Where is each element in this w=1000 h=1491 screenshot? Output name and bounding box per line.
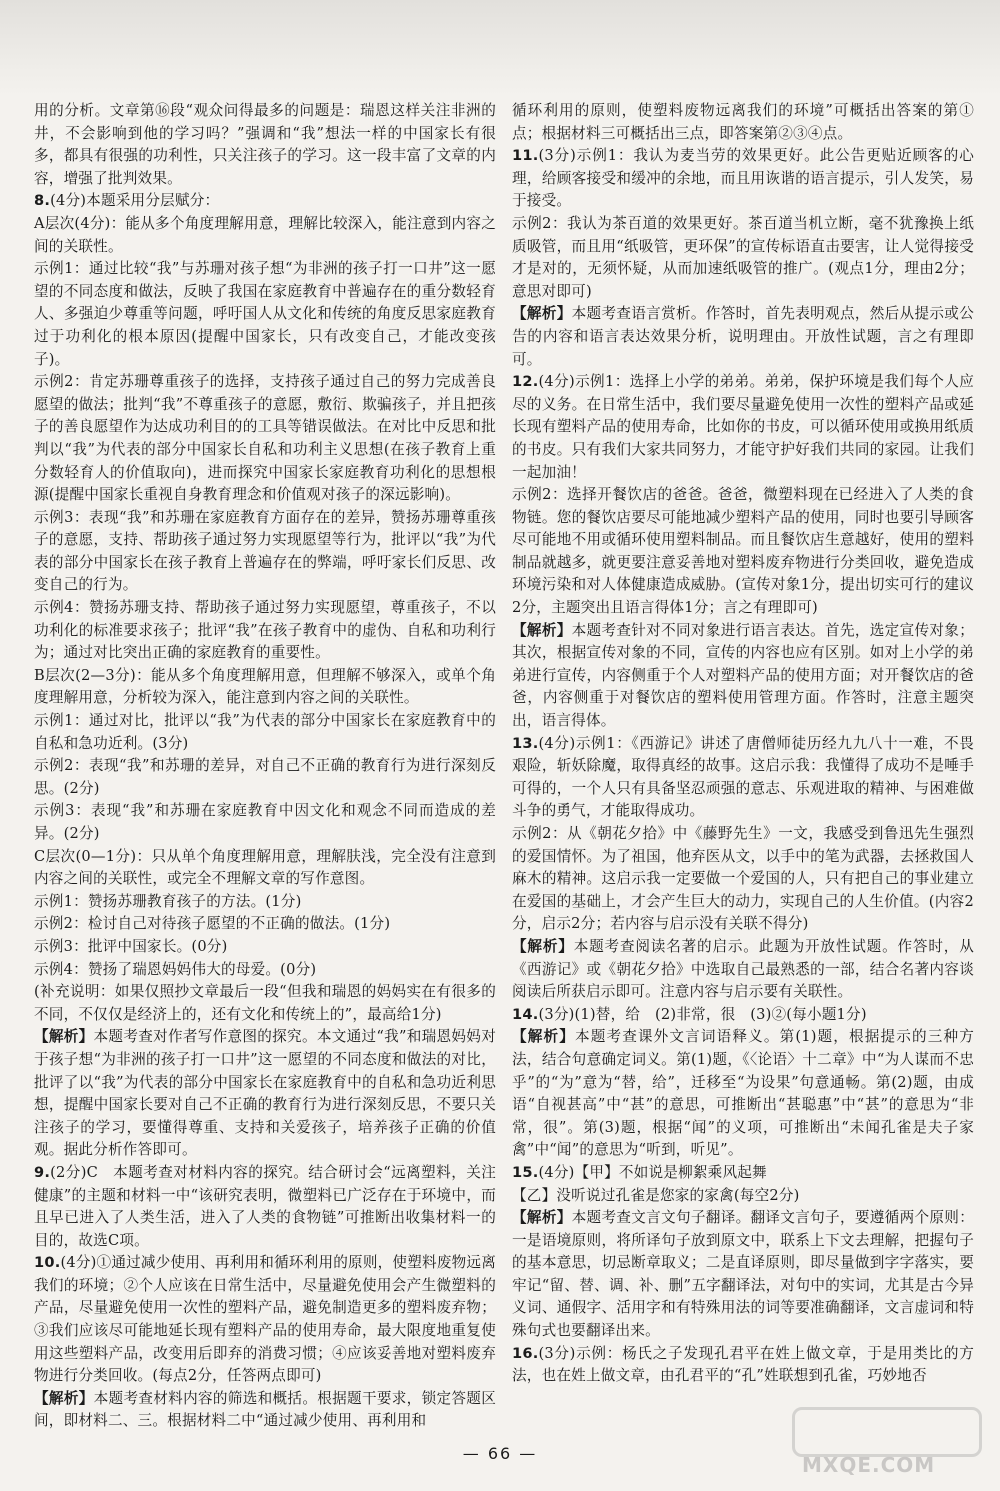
answer-paragraph xyxy=(34,258,496,371)
answer-paragraph xyxy=(34,936,496,959)
paragraph-text: B层次(2—3分)：能从多个角度理解用意，但理解不够深入，或单个角度理解用意，分析较为深入，能注意到内容之间的关联性。 xyxy=(34,666,496,707)
paragraph-text: (4分)①通过减少使用、再利用和循环利用的原则，使塑料废物远离我们的环境；②个人应该在日常生活中，尽量避免使用会产生微塑料的产品，尽量避免使用一次性的塑料产品，避免制造更多的塑料废弃物；③我们应该尽可能地延长现有塑料产品的使用寿命，最大限度地重复使用这些塑料产品，改变用后即弃的消费习惯；④应该妥善地对塑料废弃物进行分类回收。(每点2分，任答两点即可) xyxy=(34,1254,496,1385)
answer-paragraph xyxy=(34,100,496,190)
answer-paragraph xyxy=(512,1185,974,1208)
analysis-tag: 【解析】 xyxy=(512,937,574,955)
paragraph-text: 示例2：表现“我”和苏珊的差异，对自己不正确的教育行为进行深刻反思。(2分) xyxy=(34,757,496,797)
question-number: 14. xyxy=(512,1005,539,1023)
question-item xyxy=(512,1004,974,1027)
paragraph-text: 示例1：通过对比，批评以“我”为代表的部分中国家长在家庭教育中的自私和急功近利。(3分) xyxy=(34,712,496,752)
paragraph-text: 示例2：选择开餐饮店的爸爸。爸爸，微塑料现在已经进入了人类的食物链。您的餐饮店要尽可能地减少塑料产品的使用，同时也要引导顾客尽可能地不用或循环使用塑料制品。而且餐饮店生意越好，使用的塑料制品就越多，就更要注意妥善地对塑料废弃物进行分类回收，避免造成环境污染和对人体健康造成威胁。(宣传对象1分，提出切实可行的建议2分，主题突出且语言得体1分；言之有理即可) xyxy=(512,486,974,617)
paragraph-text: (2分)C 本题考查对材料内容的探究。结合研讨会“远离塑料，关注健康”的主题和材料一中“该研究表明，微塑料已广泛存在于环境中，而且早已进入了人类生活，进入了人类的食物链”可推断出收集材料一的目的，故选C项。 xyxy=(34,1163,496,1249)
paragraph-text: 示例3：表现“我”和苏珊在家庭教育方面存在的差异，赞扬苏珊尊重孩子的意愿，支持、帮助孩子通过努力实现愿望等行为，批评以“我”为代表的部分中国家长在孩子教育上普遍存在的弊端，呼吁家长们反思、改变自己的行为。 xyxy=(34,508,496,594)
answer-paragraph xyxy=(34,213,496,258)
watermark-lettering: MXQE.COM xyxy=(802,1453,936,1477)
watermark-logo xyxy=(792,1407,982,1481)
right-column xyxy=(512,100,974,1388)
paragraph-text: 示例4：赞扬苏珊支持、帮助孩子通过努力实现愿望，尊重孩子，不以功利化的标准要求孩子；批评“我”在孩子教育中的虚伪、自私和功利行为；通过对比突出正确的家庭教育的重要性。 xyxy=(34,599,496,662)
answer-paragraph xyxy=(34,507,496,597)
paragraph-text: 示例3：批评中国家长。(0分) xyxy=(34,937,228,955)
paragraph-text: 示例3：表现“我”和苏珊在家庭教育中因文化和观念不同而造成的差异。(2分) xyxy=(34,802,496,842)
paragraph-text: (4分)示例1：选择上小学的弟弟。弟弟，保护环境是我们每个人应尽的义务。在日常生活中，我们要尽量避免使用一次性的塑料产品或延长现有塑料产品的使用寿命，比如你的书皮，可以循环使用或换用纸质的书皮。只有我们大家共同努力，才能守护好我们共同的家园。让我们一起加油！ xyxy=(512,373,974,481)
question-item xyxy=(512,733,974,823)
paragraph-text: 示例1：赞扬苏珊教育孩子的方法。(1分) xyxy=(34,892,302,910)
paragraph-text: 示例2：肯定苏珊尊重孩子的选择，支持孩子通过自己的努力完成善良愿望的做法；批判“我”不尊重孩子的意愿，敷衍、欺骗孩子，并且把孩子的善良愿望作为达成功利目的的工具等错误做法。在对比中反思和批判以“我”为代表的部分中国家长自私和功利主义思想(在孩子教育上重分数轻育人的价值取向)，进而探究中国家长家庭教育功利化的思想根源(提醒中国家长重视自身教育理念和价值观对孩子的深远影响)。 xyxy=(34,373,496,504)
paragraph-text: (3分)示例1：我认为麦当劳的效果更好。此公告更贴近顾客的心理，给顾客接受和缓冲的余地，而且用诙谐的语言提示，引人发笑，易于接受。 xyxy=(512,147,974,210)
question-item xyxy=(512,1162,974,1185)
question-item xyxy=(512,371,974,484)
analysis-tag: 【解析】 xyxy=(34,1028,94,1046)
question-number: 8. xyxy=(34,192,51,210)
analysis-tag: 【解析】 xyxy=(512,1209,572,1227)
question-number: 10. xyxy=(34,1254,61,1272)
paragraph-text: (补充说明：如果仅照抄文章最后一段“但我和瑞恩的妈妈实在有很多的不同，不仅仅是经济上的，还有文化和传统上的”，最高给1分) xyxy=(34,983,496,1023)
paragraph-text: 用的分析。文章第⑯段“观众问得最多的问题是：瑞恩这样关注非洲的井，不会影响到他的学习吗？”强调和“我”想法一样的中国家长有很多，都具有很强的功利性，只关注孩子的学习。这一段丰富了文章的内容，增强了批判效果。 xyxy=(34,102,496,187)
paragraph-text: 【乙】没听说过孔雀是您家的家禽(每空2分) xyxy=(512,1186,800,1204)
answer-paragraph xyxy=(34,959,496,982)
paragraph-text: 本题考查文言文句子翻译。翻译文言句子，要遵循两个原则：一是语境原则，将所译句子放到原文中，联系上下文去理解，把握句子的基本意思，切忌断章取义；二是直译原则，即尽量做到字字落实，要牢记“留、替、调、补、删”五字翻译法，对句中的实词，尤其是古今异义词、通假字、活用字和有特殊用法的词等要准确翻译，文言虚词和特殊句式也要翻译出来。 xyxy=(512,1209,974,1340)
paragraph-text: C层次(0—1分)：只从单个角度理解用意，理解肤浅，完全没有注意到内容之间的关联性，或完全不理解文章的写作意图。 xyxy=(34,847,496,888)
scan-top-band xyxy=(0,0,1000,96)
paragraph-text: (3分)(1)替，给 (2)非常，很 (3)②(每小题1分) xyxy=(538,1005,867,1023)
analysis-tag: 【解析】 xyxy=(512,1028,575,1046)
analysis-paragraph xyxy=(34,1026,496,1162)
answer-paragraph xyxy=(34,891,496,914)
paragraph-text: 示例2：我认为茶百道的效果更好。茶百道当机立断，毫不犹豫换上纸质吸管，而且用“纸吸管，更环保”的宣传标语直击要害，让人觉得接受才是对的，无须怀疑，从而加速纸吸管的推广。(观点1分，理由2分；意思对即可) xyxy=(512,214,974,300)
analysis-paragraph xyxy=(512,1026,974,1162)
analysis-paragraph xyxy=(512,1207,974,1343)
paragraph-text: 示例2：检讨自己对待孩子愿望的不正确的做法。(1分) xyxy=(34,915,391,933)
paragraph-text: 本题考查材料内容的筛选和概括。根据题干要求，锁定答题区间，即材料二、三。根据材料二中“通过减少使用、再利用和 xyxy=(34,1389,496,1430)
answer-paragraph xyxy=(34,665,496,710)
analysis-tag: 【解析】 xyxy=(512,305,572,323)
question-number: 13. xyxy=(512,734,539,752)
paragraph-text: (4分)【甲】不如说是柳絮乘风起舞 xyxy=(538,1163,767,1181)
paragraph-text: 示例4：赞扬了瑞恩妈妈伟大的母爱。(0分) xyxy=(34,960,317,978)
analysis-tag: 【解析】 xyxy=(34,1389,94,1407)
answer-paragraph xyxy=(34,755,496,800)
analysis-paragraph xyxy=(512,936,974,1004)
paragraph-text: 本题考查阅读名著的启示。此题为开放性试题。作答时，从《西游记》或《朝花夕拾》中选取自己最熟悉的一部，结合名著内容谈阅读后所获启示即可。注意内容与启示要有关联性。 xyxy=(512,937,974,1001)
answer-paragraph xyxy=(34,800,496,845)
answer-paragraph xyxy=(34,981,496,1026)
question-item xyxy=(34,1252,496,1388)
paragraph-text: (4分)示例1：《西游记》讲述了唐僧师徒历经九九八十一难，不畏艰险，斩妖除魔，取得真经的故事。这启示我：我懂得了成功不是唾手可得的，一个人只有具备坚忍顽强的意志、乐观进取的精神、与困难做斗争的勇气，才能取得成功。 xyxy=(512,734,974,820)
left-column xyxy=(34,100,496,1433)
answer-paragraph xyxy=(34,371,496,507)
paragraph-text: 循环利用的原则，使塑料废物远离我们的环境”可概括出答案的第①点；根据材料三可概括出三点，即答案第②③④点。 xyxy=(512,102,974,142)
watermark-stamp-icon xyxy=(792,1407,982,1457)
question-item xyxy=(512,1343,974,1388)
paragraph-text: 本题考查语言赏析。作答时，首先表明观点，然后从提示或公告的内容和语言表达效果分析，说明理由。开放性试题，言之有理即可。 xyxy=(512,305,974,368)
question-number: 11. xyxy=(512,147,539,165)
paragraph-text: 本题考查针对不同对象进行语言表达。首先，选定宣传对象；其次，根据宣传对象的不同，宣传的内容也应有区别。如对上小学的弟弟进行宣传，内容侧重于个人对塑料产品的使用方面；对开餐饮店的爸爸，内容侧重于对餐饮店的塑料使用管理方面。作答时，注意主题突出，语言得体。 xyxy=(512,621,974,730)
answer-paragraph xyxy=(34,710,496,755)
question-number: 9. xyxy=(34,1163,51,1181)
answer-paragraph xyxy=(512,100,974,145)
question-item xyxy=(34,1162,496,1252)
paragraph-text: 示例2：从《朝花夕拾》中《藤野先生》一文，我感受到鲁迅先生强烈的爱国情怀。为了祖国，他弃医从文，以手中的笔为武器，去拯救国人麻木的精神。这启示我一定要做一个爱国的人，只有把自己的事业建立在爱国的基础上，才会产生巨大的动力，实现自己的人生价值。(内容2分，启示2分；若内容与启示没有关联不得分) xyxy=(512,825,974,933)
page-number: — 66 — xyxy=(462,1444,538,1463)
question-item xyxy=(512,145,974,213)
answer-paragraph xyxy=(34,913,496,936)
analysis-tag: 【解析】 xyxy=(512,621,572,639)
question-number: 16. xyxy=(512,1344,539,1362)
question-number: 15. xyxy=(512,1163,539,1181)
answer-paragraph xyxy=(512,213,974,303)
question-item xyxy=(34,190,496,213)
question-number: 12. xyxy=(512,373,539,391)
analysis-paragraph xyxy=(34,1388,496,1433)
paragraph-text: 本题考查课外文言词语释义。第(1)题，根据提示的三种方法，结合句意确定词义。第(1)题，《〈论语〉十二章》中“为人谋而不忠乎”的“为”意为“替，给”，迁移至“为设果”句意通畅。第(2)题，由成语“自视甚高”中“甚”的意思，可推断出“甚聪惠”中“甚”的意思为“非常，很”。第(3)题，根据“闻”的义项，可推断出“未闻孔雀是夫子家禽”中“闻”的意思为“听到，听见”。 xyxy=(512,1028,974,1159)
answer-paragraph xyxy=(34,846,496,891)
paragraph-text: A层次(4分)：能从多个角度理解用意，理解比较深入，能注意到内容之间的关联性。 xyxy=(34,214,496,255)
paragraph-text: 本题考查对作者写作意图的探究。本文通过“我”和瑞恩妈妈对于孩子想“为非洲的孩子打一口井”这一愿望的不同态度和做法的对比，批评了以“我”为代表的部分中国家长在家庭教育中的自私和急功近利思想，提醒中国家长要对自己不正确的教育行为进行深刻反思，不要只关注孩子的学习，要懂得尊重、支持和关爱孩子，培养孩子正确的价值观。据此分析作答即可。 xyxy=(34,1028,496,1159)
answer-page xyxy=(0,100,1000,1440)
analysis-paragraph xyxy=(512,620,974,733)
answer-paragraph xyxy=(512,823,974,936)
answer-paragraph xyxy=(512,484,974,620)
analysis-paragraph xyxy=(512,303,974,371)
paragraph-text: (3分)示例：杨氏之子发现孔君平在姓上做文章，于是用类比的方法，也在姓上做文章，由孔君平的“孔”姓联想到孔雀，巧妙地否 xyxy=(512,1344,974,1385)
paragraph-text: 示例1：通过比较“我”与苏珊对孩子想“为非洲的孩子打一口井”这一愿望的不同态度和做法，反映了我国在家庭教育中普遍存在的重分数轻育人、多强迫少尊重等问题，呼吁国人从文化和传统的角度反思家庭教育过于功利化的根本原因(提醒中国家长，只有改变自己，才能改变孩子)。 xyxy=(34,260,496,368)
paragraph-text: (4分)本题采用分层赋分： xyxy=(50,192,220,210)
answer-paragraph xyxy=(34,597,496,665)
